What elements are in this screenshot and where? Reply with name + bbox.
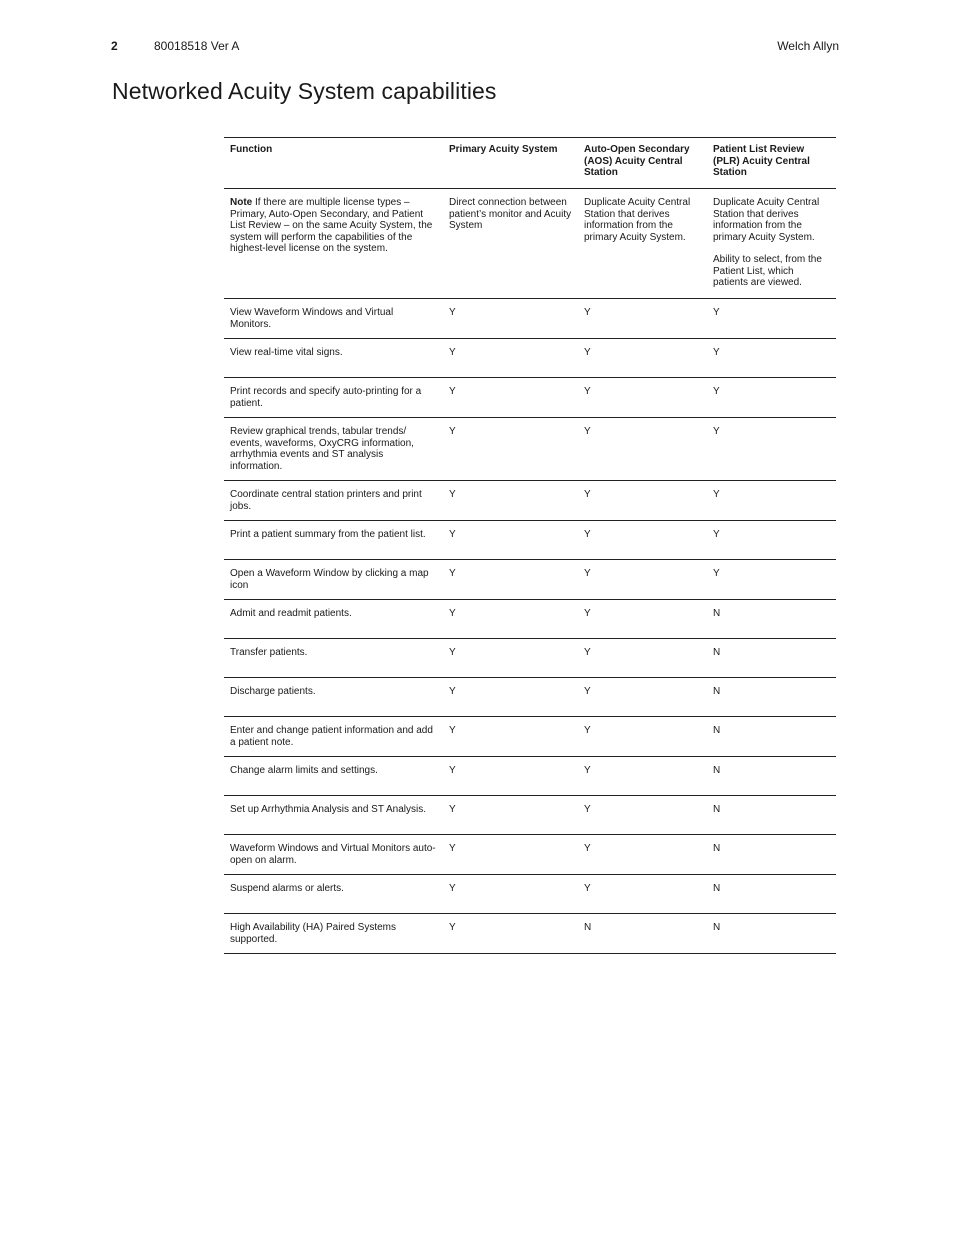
function-cell: Waveform Windows and Virtual Monitors auto-open on alarm. xyxy=(224,835,443,875)
aos-cell: Y xyxy=(578,418,707,481)
table-row xyxy=(224,600,836,639)
brand-name: Welch Allyn xyxy=(777,39,839,53)
aos-cell: Y xyxy=(578,678,707,717)
plr-cell: Y xyxy=(707,339,836,378)
aos-description: Duplicate Acuity Central Station that derives information from the primary Acuity System. xyxy=(578,189,707,299)
primary-cell: Y xyxy=(443,639,578,678)
primary-cell: Y xyxy=(443,418,578,481)
function-cell: Change alarm limits and settings. xyxy=(224,757,443,796)
aos-cell: Y xyxy=(578,299,707,339)
function-cell: High Availability (HA) Paired Systems supported. xyxy=(224,914,443,954)
function-cell: Enter and change patient information and add a patient note. xyxy=(224,717,443,757)
page-title: Networked Acuity System capabilities xyxy=(112,78,497,104)
primary-cell: Y xyxy=(443,796,578,835)
plr-cell: N xyxy=(707,600,836,639)
note-cell xyxy=(224,189,443,299)
primary-cell: Y xyxy=(443,914,578,954)
primary-cell: Y xyxy=(443,299,578,339)
primary-cell: Y xyxy=(443,378,578,418)
function-cell: View real-time vital signs. xyxy=(224,339,443,378)
column-header-plr: Patient List Review (PLR) Acuity Central Station xyxy=(707,138,836,189)
aos-cell: Y xyxy=(578,796,707,835)
page-number: 2 xyxy=(111,39,118,53)
aos-cell: Y xyxy=(578,600,707,639)
plr-description-cell xyxy=(707,189,836,299)
table-row xyxy=(224,835,836,875)
function-cell: Suspend alarms or alerts. xyxy=(224,875,443,914)
aos-cell: Y xyxy=(578,339,707,378)
function-cell: Print a patient summary from the patient list. xyxy=(224,521,443,560)
primary-cell: Y xyxy=(443,339,578,378)
plr-cell: N xyxy=(707,639,836,678)
note-row xyxy=(224,189,836,299)
table-row xyxy=(224,418,836,481)
table-row xyxy=(224,678,836,717)
primary-cell: Y xyxy=(443,757,578,796)
table-row xyxy=(224,560,836,600)
note-text: If there are multiple license types – Primary, Auto-Open Secondary, and Patient List Review – on the same Acuity System, the system will perform the capabilities of the highest-level license on the system. xyxy=(230,197,433,254)
table-row xyxy=(224,717,836,757)
table-row xyxy=(224,521,836,560)
table-row xyxy=(224,339,836,378)
aos-cell: Y xyxy=(578,560,707,600)
table-row xyxy=(224,875,836,914)
plr-cell: Y xyxy=(707,299,836,339)
capabilities-table xyxy=(224,137,836,954)
function-cell: Review graphical trends, tabular trends/ events, waveforms, OxyCRG information, arrhythmia events and ST analysis information. xyxy=(224,418,443,481)
primary-cell: Y xyxy=(443,678,578,717)
primary-cell: Y xyxy=(443,481,578,521)
function-cell: Print records and specify auto-printing for a patient. xyxy=(224,378,443,418)
aos-cell: Y xyxy=(578,717,707,757)
aos-cell: Y xyxy=(578,521,707,560)
plr-cell: Y xyxy=(707,521,836,560)
table-row xyxy=(224,481,836,521)
table-row xyxy=(224,299,836,339)
aos-cell: Y xyxy=(578,757,707,796)
aos-cell: Y xyxy=(578,875,707,914)
function-cell: Admit and readmit patients. xyxy=(224,600,443,639)
plr-cell: N xyxy=(707,717,836,757)
function-cell: View Waveform Windows and Virtual Monitors. xyxy=(224,299,443,339)
plr-cell: N xyxy=(707,796,836,835)
note-label: Note xyxy=(230,197,253,208)
primary-description: Direct connection between patient’s monitor and Acuity System xyxy=(443,189,578,299)
table-row xyxy=(224,757,836,796)
function-cell: Transfer patients. xyxy=(224,639,443,678)
primary-cell: Y xyxy=(443,521,578,560)
aos-cell: Y xyxy=(578,639,707,678)
plr-cell: Y xyxy=(707,481,836,521)
aos-cell: Y xyxy=(578,835,707,875)
column-header-aos: Auto-Open Secondary (AOS) Acuity Central Station xyxy=(578,138,707,189)
aos-cell: Y xyxy=(578,378,707,418)
plr-cell: Y xyxy=(707,378,836,418)
table-header-row xyxy=(224,138,836,189)
plr-description: Duplicate Acuity Central Station that derives information from the primary Acuity System. xyxy=(713,197,820,243)
primary-cell: Y xyxy=(443,717,578,757)
primary-cell: Y xyxy=(443,560,578,600)
page-header xyxy=(111,38,839,56)
table-row xyxy=(224,796,836,835)
plr-cell: N xyxy=(707,678,836,717)
aos-cell: N xyxy=(578,914,707,954)
primary-cell: Y xyxy=(443,835,578,875)
plr-cell: N xyxy=(707,757,836,796)
plr-cell: N xyxy=(707,914,836,954)
aos-cell: Y xyxy=(578,481,707,521)
column-header-primary: Primary Acuity System xyxy=(443,138,578,189)
function-cell: Set up Arrhythmia Analysis and ST Analysis. xyxy=(224,796,443,835)
table-row xyxy=(224,378,836,418)
function-cell: Open a Waveform Window by clicking a map icon xyxy=(224,560,443,600)
plr-description-extra: Ability to select, from the Patient List, which patients are viewed. xyxy=(713,254,822,288)
plr-cell: Y xyxy=(707,418,836,481)
primary-cell: Y xyxy=(443,875,578,914)
plr-cell: N xyxy=(707,875,836,914)
table-row xyxy=(224,639,836,678)
document-id: 80018518 Ver A xyxy=(154,39,240,53)
column-header-function: Function xyxy=(224,138,443,189)
plr-cell: N xyxy=(707,835,836,875)
primary-cell: Y xyxy=(443,600,578,639)
function-cell: Coordinate central station printers and print jobs. xyxy=(224,481,443,521)
table-row xyxy=(224,914,836,954)
plr-cell: Y xyxy=(707,560,836,600)
function-cell: Discharge patients. xyxy=(224,678,443,717)
